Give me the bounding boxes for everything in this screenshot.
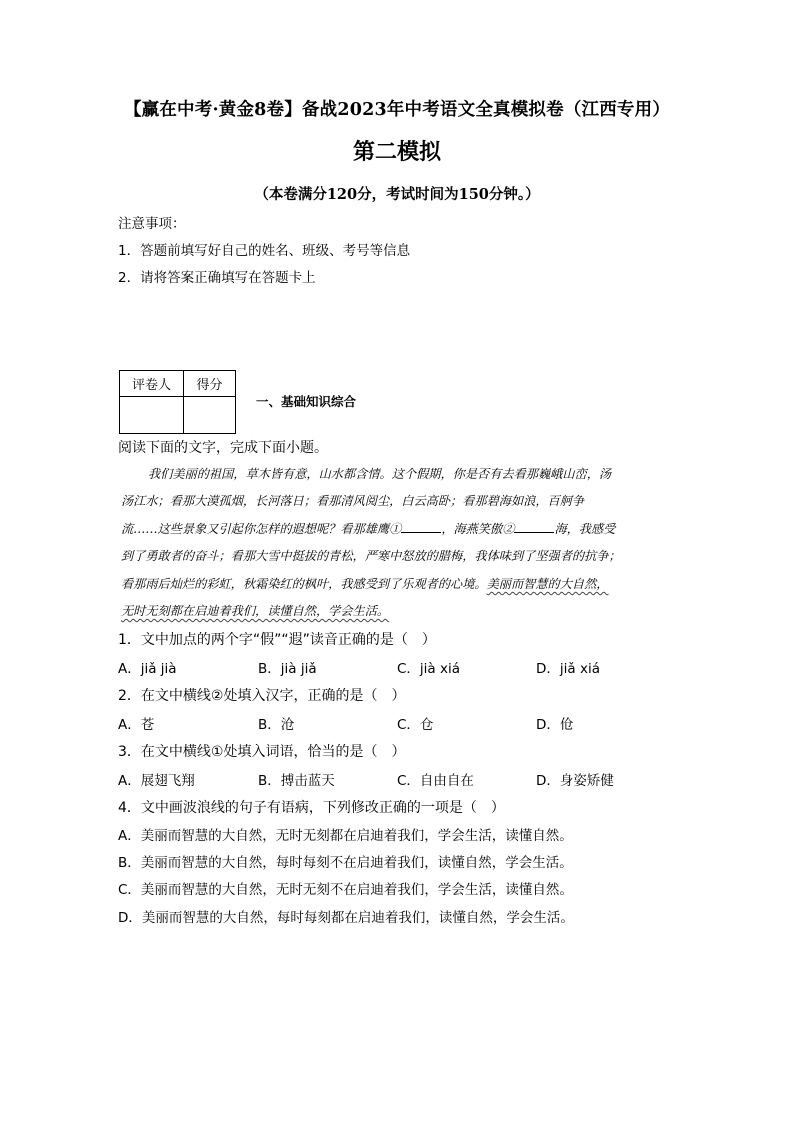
- section-title: 一、基础知识综合: [256, 394, 357, 409]
- passage-line-3-part-3: 海，我感受: [554, 522, 616, 536]
- question-3-option-d[interactable]: D．身姿矫健: [536, 773, 614, 789]
- document-subtitle: 第二模拟: [352, 139, 441, 165]
- exam-info: （本卷满分120分，考试时间为150分钟。）: [254, 186, 540, 203]
- passage-line-4: 到了勇敢者的奋斗；看那大雪中挺拔的青松，严寒中怒放的腊梅，我体味到了坚强者的抗争；: [121, 549, 621, 563]
- question-3-option-b[interactable]: B．搏击蓝天: [258, 773, 335, 789]
- document-title: 【赢在中考·黄金8卷】备战2023年中考语文全真模拟卷（江西专用）: [123, 100, 671, 120]
- passage-line-1: 我们美丽的祖国，草木皆有意，山水都含情。这个假期，你是否有去看那巍峨山峦，汤: [148, 467, 612, 481]
- question-2-stem: 2．在文中横线②处填入汉字，正确的是（ ）: [118, 688, 406, 704]
- grader-cell: [120, 397, 184, 434]
- question-3-option-c[interactable]: C．自由自在: [397, 773, 474, 789]
- blank-1: [401, 520, 441, 533]
- question-1-option-c[interactable]: C．jià xiá: [397, 661, 461, 677]
- wavy-sentence-part-2: 无时无刻都在启迪着我们，读懂自然，学会生活。: [121, 604, 390, 618]
- question-3-option-a[interactable]: A．展翅飞翔: [118, 773, 195, 789]
- passage-line-2: 汤江水；看那大漠孤烟，长河落日；看那清风阅尘，白云高卧；看那碧海如浪，百舸争: [121, 494, 585, 508]
- score-table: [119, 370, 236, 434]
- question-1-option-d[interactable]: D．jiǎ xiá: [536, 661, 600, 677]
- notes-item-2: 2．请将答案正确填写在答题卡上: [118, 270, 316, 286]
- grader-header: 评卷人: [120, 371, 184, 397]
- passage-line-3-part-2: ，海燕笑傲②: [441, 522, 515, 536]
- question-4-option-b[interactable]: B．美丽而智慧的大自然，每时每刻不在启迪着我们，读懂自然，学会生活。: [118, 855, 573, 871]
- question-2-option-b[interactable]: B．沧: [258, 717, 295, 733]
- passage-line-6: [121, 602, 389, 619]
- question-1-option-a[interactable]: A．jiǎ jià: [118, 661, 177, 677]
- question-2-option-a[interactable]: A．苍: [118, 717, 155, 733]
- notes-item-1: 1．答题前填写好自己的姓名、班级、考号等信息: [118, 243, 411, 259]
- question-1-option-b[interactable]: B．jià jiǎ: [258, 661, 317, 677]
- question-4-option-d[interactable]: D．美丽而智慧的大自然，每时每刻都在启迪着我们，读懂自然，学会生活。: [118, 910, 574, 926]
- passage-line-5: [121, 575, 609, 592]
- question-4-stem: 4．文中画波浪线的句子有语病，下列修改正确的一项是（ ）: [118, 800, 505, 816]
- notes-heading: 注意事项：: [118, 216, 186, 232]
- passage-line-5-part-1: 看那雨后灿烂的彩虹，秋霜染红的枫叶，我感受到了乐观者的心境。: [121, 577, 487, 591]
- question-4-option-a[interactable]: A．美丽而智慧的大自然，无时无刻都在启迪着我们，学会生活，读懂自然。: [118, 828, 573, 844]
- passage-line-3-part-1: 流……这些景象又引起你怎样的遐想呢？看那雄鹰①: [121, 522, 402, 536]
- question-2-option-d[interactable]: D．伧: [536, 717, 574, 733]
- reading-instruction: 阅读下面的文字，完成下面小题。: [118, 440, 328, 456]
- question-2-option-c[interactable]: C．仓: [397, 717, 434, 733]
- question-4-option-c[interactable]: C．美丽而智慧的大自然，无时无刻不在启迪着我们，学会生活，读懂自然。: [118, 882, 573, 898]
- question-1-stem: 1．文中加点的两个字“假”“遐”读音正确的是（ ）: [118, 632, 436, 648]
- blank-2: [514, 520, 554, 533]
- score-header: 得分: [184, 371, 236, 397]
- score-cell: [184, 397, 236, 434]
- wavy-sentence-part-1: 美丽而智慧的大自然，: [486, 577, 609, 591]
- passage-line-3: [121, 520, 615, 537]
- question-3-stem: 3．在文中横线①处填入词语，恰当的是（ ）: [118, 744, 406, 760]
